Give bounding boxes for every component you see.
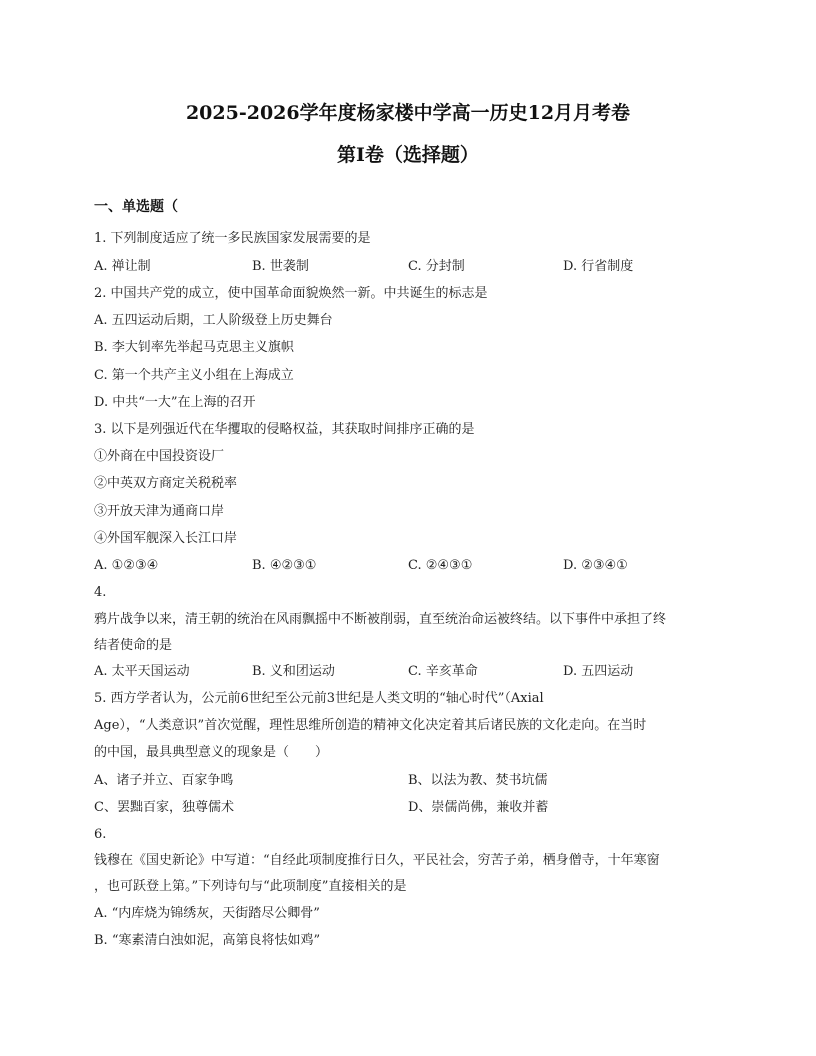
- q1-option-c: C. 分封制: [408, 259, 465, 274]
- q2-option-c: C. 第一个共产主义小组在上海成立: [94, 368, 294, 383]
- q3-item-1: ①外商在中国投资设厂: [94, 449, 225, 464]
- q6-stem-line-2: ，也可跃登上第。”下列诗句与“此项制度”直接相关的是: [94, 879, 407, 894]
- q6-option-a: A. “内库烧为锦绣灰，天街踏尽公卿骨”: [94, 906, 320, 921]
- section-heading: 一、单选题（: [94, 199, 178, 215]
- q6-number: 6.: [94, 827, 107, 842]
- q4-option-d: D. 五四运动: [563, 664, 634, 679]
- q4-number: 4.: [94, 585, 107, 600]
- q2-option-d: D. 中共“一大”在上海的召开: [94, 395, 256, 410]
- q5-option-d: D、崇儒尚佛，兼收并蓄: [408, 800, 549, 815]
- q4-option-c: C. 辛亥革命: [408, 664, 478, 679]
- q1-option-b: B. 世袭制: [252, 259, 309, 274]
- q1-option-a: A. 禅让制: [94, 259, 151, 274]
- exam-title: 2025-2026学年度杨家楼中学高一历史12月月考卷: [185, 102, 631, 124]
- exam-subtitle: 第Ⅰ卷（选择题）: [337, 144, 479, 166]
- q1-stem: 1. 下列制度适应了统一多民族国家发展需要的是: [94, 231, 371, 246]
- q2-option-a: A. 五四运动后期，工人阶级登上历史舞台: [94, 313, 333, 328]
- q5-option-c: C、罢黜百家，独尊儒术: [94, 800, 234, 815]
- q3-option-b: B. ④②③①: [252, 558, 317, 573]
- q5-option-b: B、以法为教、焚书坑儒: [408, 773, 548, 788]
- q6-stem-line-1: 钱穆在《国史新论》中写道：“自经此项制度推行日久，平民社会，穷苦子弟，栖身僧寺，十年寒窗: [94, 853, 660, 868]
- q4-option-b: B. 义和团运动: [252, 664, 335, 679]
- q3-option-a: A. ①②③④: [94, 558, 159, 573]
- q1-option-d: D. 行省制度: [563, 259, 634, 274]
- q3-item-2: ②中英双方商定关税税率: [94, 476, 238, 491]
- q2-option-b: B. 李大钊率先举起马克思主义旗帜: [94, 340, 294, 355]
- q5-stem-line-3: 的中国，最具典型意义的现象是（ ）: [94, 745, 329, 760]
- q5-option-a: A、诸子并立、百家争鸣: [94, 773, 234, 788]
- q3-stem: 3. 以下是列强近代在华攫取的侵略权益，其获取时间排序正确的是: [94, 422, 475, 437]
- q5-stem-line-2: Age），“人类意识”首次觉醒，理性思维所创造的精神文化决定着其后诸民族的文化走向。在当时: [94, 718, 647, 733]
- q3-option-c: C. ②④③①: [408, 558, 473, 573]
- q2-stem: 2. 中国共产党的成立，使中国革命面貌焕然一新。中共诞生的标志是: [94, 286, 488, 301]
- q4-stem-line-2: 结者使命的是: [94, 638, 173, 653]
- q3-option-d: D. ②③④①: [563, 558, 628, 573]
- q3-item-4: ④外国军舰深入长江口岸: [94, 531, 238, 546]
- q5-stem-line-1: 5. 西方学者认为，公元前6世纪至公元前3世纪是人类文明的“轴心时代”（Axial: [94, 691, 544, 706]
- q4-option-a: A. 太平天国运动: [94, 664, 190, 679]
- q3-item-3: ③开放天津为通商口岸: [94, 504, 225, 519]
- q6-option-b: B. “寒素清白浊如泥，高第良将怯如鸡”: [94, 933, 321, 948]
- q4-stem-line-1: 鸦片战争以来，清王朝的统治在风雨飘摇中不断被削弱，直至统治命运被终结。以下事件中承担了终: [94, 612, 667, 627]
